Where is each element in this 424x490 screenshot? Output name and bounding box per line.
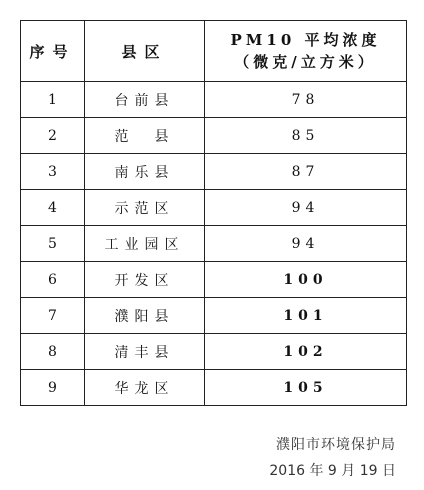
row-pm10-value: 105	[205, 370, 407, 406]
table-row	[21, 82, 407, 118]
table-row	[21, 118, 407, 154]
table-row	[21, 262, 407, 298]
row-pm10-value: 78	[205, 82, 407, 118]
row-county: 华龙区	[85, 370, 205, 406]
pm10-table	[20, 20, 407, 406]
table-row	[21, 154, 407, 190]
header-pm10-line2: （微克/立方米）	[234, 53, 377, 71]
table-row	[21, 190, 407, 226]
table-row	[21, 370, 407, 406]
row-number: 6	[21, 262, 85, 298]
row-number: 3	[21, 154, 85, 190]
table-header-row	[21, 21, 407, 82]
table-body	[21, 82, 407, 406]
row-county: 示范区	[85, 190, 205, 226]
header-pm10-line1: PM10 平均浓度	[230, 31, 381, 49]
table-row	[21, 298, 407, 334]
row-pm10-value: 101	[205, 298, 407, 334]
row-county: 台前县	[85, 82, 205, 118]
row-county: 清丰县	[85, 334, 205, 370]
row-pm10-value: 100	[205, 262, 407, 298]
header-county: 县区	[85, 21, 205, 82]
row-pm10-value: 85	[205, 118, 407, 154]
row-number: 8	[21, 334, 85, 370]
row-county: 南乐县	[85, 154, 205, 190]
row-pm10-value: 87	[205, 154, 407, 190]
row-pm10-value: 94	[205, 226, 407, 262]
row-number: 9	[21, 370, 85, 406]
row-county: 开发区	[85, 262, 205, 298]
table-row	[21, 334, 407, 370]
header-pm10	[205, 21, 407, 82]
header-seq: 序号	[21, 21, 85, 82]
row-county: 范 县	[85, 118, 205, 154]
row-county: 工业园区	[85, 226, 205, 262]
footer-organization: 濮阳市环境保护局	[276, 437, 396, 453]
row-number: 4	[21, 190, 85, 226]
table-row	[21, 226, 407, 262]
row-number: 1	[21, 82, 85, 118]
row-pm10-value: 94	[205, 190, 407, 226]
row-pm10-value: 102	[205, 334, 407, 370]
row-number: 5	[21, 226, 85, 262]
row-number: 2	[21, 118, 85, 154]
row-number: 7	[21, 298, 85, 334]
footer-date: 2016 年 9 月 19 日	[269, 463, 396, 479]
row-county: 濮阳县	[85, 298, 205, 334]
